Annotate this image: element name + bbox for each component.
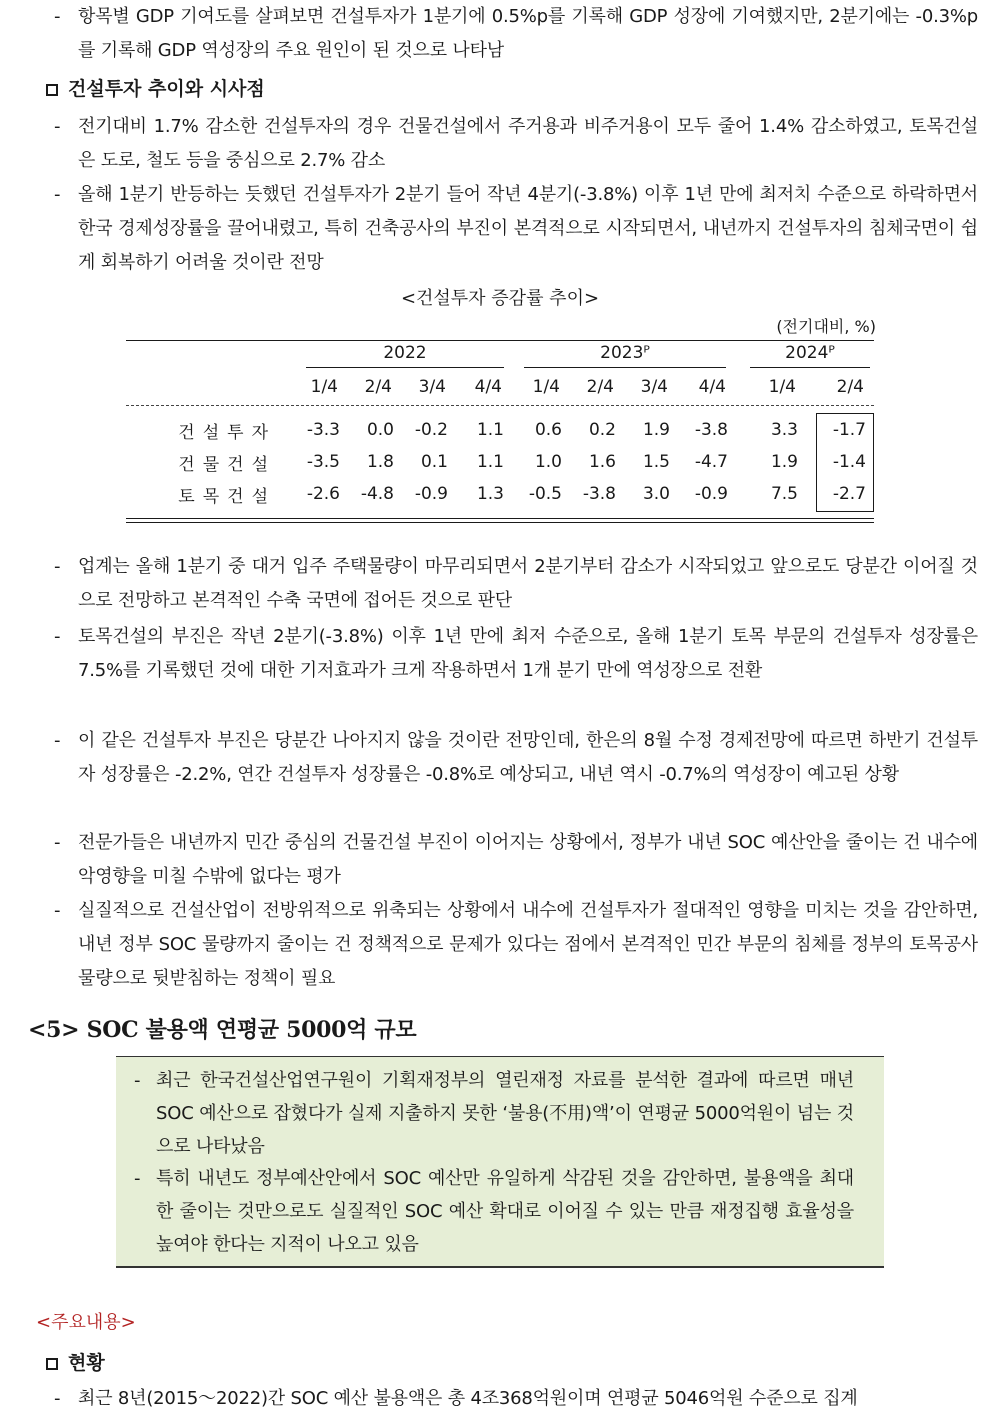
quarter-header: 3/4 [418, 377, 446, 397]
table-bottom-rule-double [126, 522, 874, 523]
row-label: 건설투자 [178, 422, 276, 443]
bullet-dash: - [54, 832, 61, 853]
table-cell: -0.5 [528, 484, 562, 504]
bullet-dash: - [54, 556, 61, 577]
table-cell: 0.2 [588, 420, 616, 440]
bullet-dash: - [54, 6, 61, 27]
square-bullet-icon [46, 84, 58, 96]
bullet-text: 올해 1분기 반등하는 듯했던 건설투자가 2분기 들어 작년 4분기(-3.8%) 이후 1년 만에 최저치 수준으로 하락하면서 한국 경제성장률을 끌어내렸고, 특히 건축공사의 부진이 본격적으로 시작되면서, 내년까지 건설투자의 침체국면이 쉽게 회복하기 어려울 것이란 전망 [78, 184, 978, 273]
section-title: 건설투자 추이와 시사점 [68, 78, 265, 100]
table-cell: 1.8 [366, 452, 394, 472]
year-header: 2022 [306, 343, 504, 368]
bullet-text: 전기대비 1.7% 감소한 건설투자의 경우 건물건설에서 주거용과 비주거용이 모두 줄어 1.4% 감소하였고, 토목건설은 도로, 철도 등을 중심으로 2.7% 감소 [78, 116, 978, 171]
summary-bullet [134, 1064, 854, 1163]
table-row [126, 414, 874, 446]
table-cell: 7.5 [770, 484, 798, 504]
bullet-item [54, 620, 978, 688]
bullet-dash: - [54, 116, 61, 137]
table-cell: -1.7 [832, 420, 866, 440]
year-header: 2023ᴾ [524, 343, 726, 368]
quarter-header: 1/4 [532, 377, 560, 397]
main-content-label: <주요내용> [36, 1312, 136, 1333]
table-cell: 1.5 [642, 452, 670, 472]
quarter-header: 3/4 [640, 377, 668, 397]
quarter-header: 1/4 [768, 377, 796, 397]
bullet-dash: - [134, 1070, 141, 1091]
bullet-item [54, 894, 978, 996]
table-cell: 1.9 [642, 420, 670, 440]
quarter-header: 2/4 [586, 377, 614, 397]
table-cell: -4.7 [694, 452, 728, 472]
table-cell: -2.6 [306, 484, 340, 504]
quarter-header: 2/4 [364, 377, 392, 397]
quarter-header: 4/4 [474, 377, 502, 397]
table-title: <건설투자 증감률 추이> [400, 288, 600, 309]
table-cell: -4.8 [360, 484, 394, 504]
section-heading-status [46, 1346, 105, 1380]
summary-bullet [134, 1162, 854, 1261]
year-header: 2024ᴾ [750, 343, 870, 368]
table-cell: -0.9 [694, 484, 728, 504]
table-cell: -3.5 [306, 452, 340, 472]
table-cell: 0.6 [534, 420, 562, 440]
table-row [126, 446, 874, 478]
table-year-row [126, 340, 874, 370]
bullet-dash: - [134, 1168, 141, 1189]
bullet-dash: - [54, 184, 61, 205]
intro-bullet-text: 항목별 GDP 기여도를 살펴보면 건설투자가 1분기에 0.5%p를 기록해 GDP 성장에 기여했지만, 2분기에는 -0.3%p를 기록해 GDP 역성장의 주요 원인이 된 것으로 나타남 [78, 6, 978, 61]
square-bullet-icon [46, 1358, 58, 1370]
table-cell: 1.1 [476, 420, 504, 440]
table-cell: 1.0 [534, 452, 562, 472]
summary-text: 최근 한국건설산업연구원이 기획재정부의 열린재정 자료를 분석한 결과에 따르면 매년 SOC 예산으로 잡혔다가 실제 지출하지 못한 ‘불용(不用)액’이 연평균 5000억원이 넘는 것으로 나타났음 [156, 1070, 854, 1157]
table-unit: (전기대비, %) [776, 317, 876, 336]
table-cell: 1.9 [770, 452, 798, 472]
bullet-text: 전문가들은 내년까지 민간 중심의 건물건설 부진이 이어지는 상황에서, 정부가 내년 SOC 예산안을 줄이는 건 내수에 악영향을 미칠 수밖에 없다는 평가 [78, 832, 978, 887]
section-title: 현황 [68, 1352, 105, 1374]
bullet-text: 실질적으로 건설산업이 전방위적으로 위축되는 상황에서 내수에 건설투자가 절대적인 영향을 미치는 것을 감안하면, 내년 정부 SOC 물량까지 줄이는 건 정책적으로 문제가 있다는 점에서 본격적인 민간 부문의 침체를 정부의 토목공사 물량으로 뒷받침하는 정책이 필요 [78, 900, 978, 989]
table-cell: 1.3 [476, 484, 504, 504]
bullet-text: 최근 8년(2015～2022)간 SOC 예산 불용액은 총 4조368억원이며 연평균 5046억원 수준으로 집계 [78, 1388, 858, 1409]
quarter-header: 4/4 [698, 377, 726, 397]
summary-text: 특히 내년도 정부예산안에서 SOC 예산만 유일하게 삭감된 것을 감안하면, 불용액을 최대한 줄이는 것만으로도 실질적인 SOC 예산 확대로 이어질 수 있는 만큼 재정집행 효율성을 높여야 한다는 지적이 나오고 있음 [156, 1168, 854, 1255]
bullet-text: 업계는 올해 1분기 중 대거 입주 주택물량이 마무리되면서 2분기부터 감소가 시작되었고 앞으로도 당분간 이어질 것으로 전망하고 본격적인 수축 국면에 접어든 것으로 판단 [78, 556, 978, 611]
construction-investment-table [126, 340, 874, 510]
quarter-header: 2/4 [836, 377, 864, 397]
bullet-dash: - [54, 900, 61, 921]
bullet-item [54, 724, 978, 792]
table-cell: -0.9 [414, 484, 448, 504]
table-cell: 3.3 [770, 420, 798, 440]
bullet-text: 토목건설의 부진은 작년 2분기(-3.8%) 이후 1년 만에 최저 수준으로, 올해 1분기 토목 부문의 건설투자 성장률은 7.5%를 기록했던 것에 대한 기저효과가 크게 작용하면서 1개 분기 만에 역성장으로 전환 [78, 626, 978, 681]
bullet-dash: - [54, 1388, 61, 1409]
bullet-item [54, 110, 978, 178]
table-cell: -3.8 [582, 484, 616, 504]
table-quarter-row [126, 370, 874, 404]
table-cell: 1.6 [588, 452, 616, 472]
section-heading-construction-trend [46, 72, 265, 106]
bullet-item [54, 178, 978, 280]
row-label: 토목건설 [178, 486, 276, 507]
section-heading-soc: <5> SOC 불용액 연평균 5000억 규모 [28, 1017, 417, 1043]
bullet-dash: - [54, 626, 61, 647]
bullet-item [54, 826, 978, 894]
table-bottom-rule [126, 518, 874, 519]
table-cell: 0.1 [420, 452, 448, 472]
bullet-text: 이 같은 건설투자 부진은 당분간 나아지지 않을 것이란 전망인데, 한은의 8월 수정 경제전망에 따르면 하반기 건설투자 성장률은 -2.2%, 연간 건설투자 성장률은 -0.8%로 예상되고, 내년 역시 -0.7%의 역성장이 예고된 상황 [78, 730, 978, 785]
table-cell: 1.1 [476, 452, 504, 472]
table-cell: -0.2 [414, 420, 448, 440]
table-cell: -1.4 [832, 452, 866, 472]
table-cell: 0.0 [366, 420, 394, 440]
row-label: 건물건설 [178, 454, 276, 475]
table-cell: -3.8 [694, 420, 728, 440]
quarter-header: 1/4 [310, 377, 338, 397]
intro-bullet [54, 0, 978, 68]
bullet-dash: - [54, 730, 61, 751]
table-row [126, 478, 874, 510]
bullet-item [54, 550, 978, 618]
bullet-item [54, 1382, 978, 1416]
table-cell: 3.0 [642, 484, 670, 504]
table-cell: -2.7 [832, 484, 866, 504]
table-cell: -3.3 [306, 420, 340, 440]
